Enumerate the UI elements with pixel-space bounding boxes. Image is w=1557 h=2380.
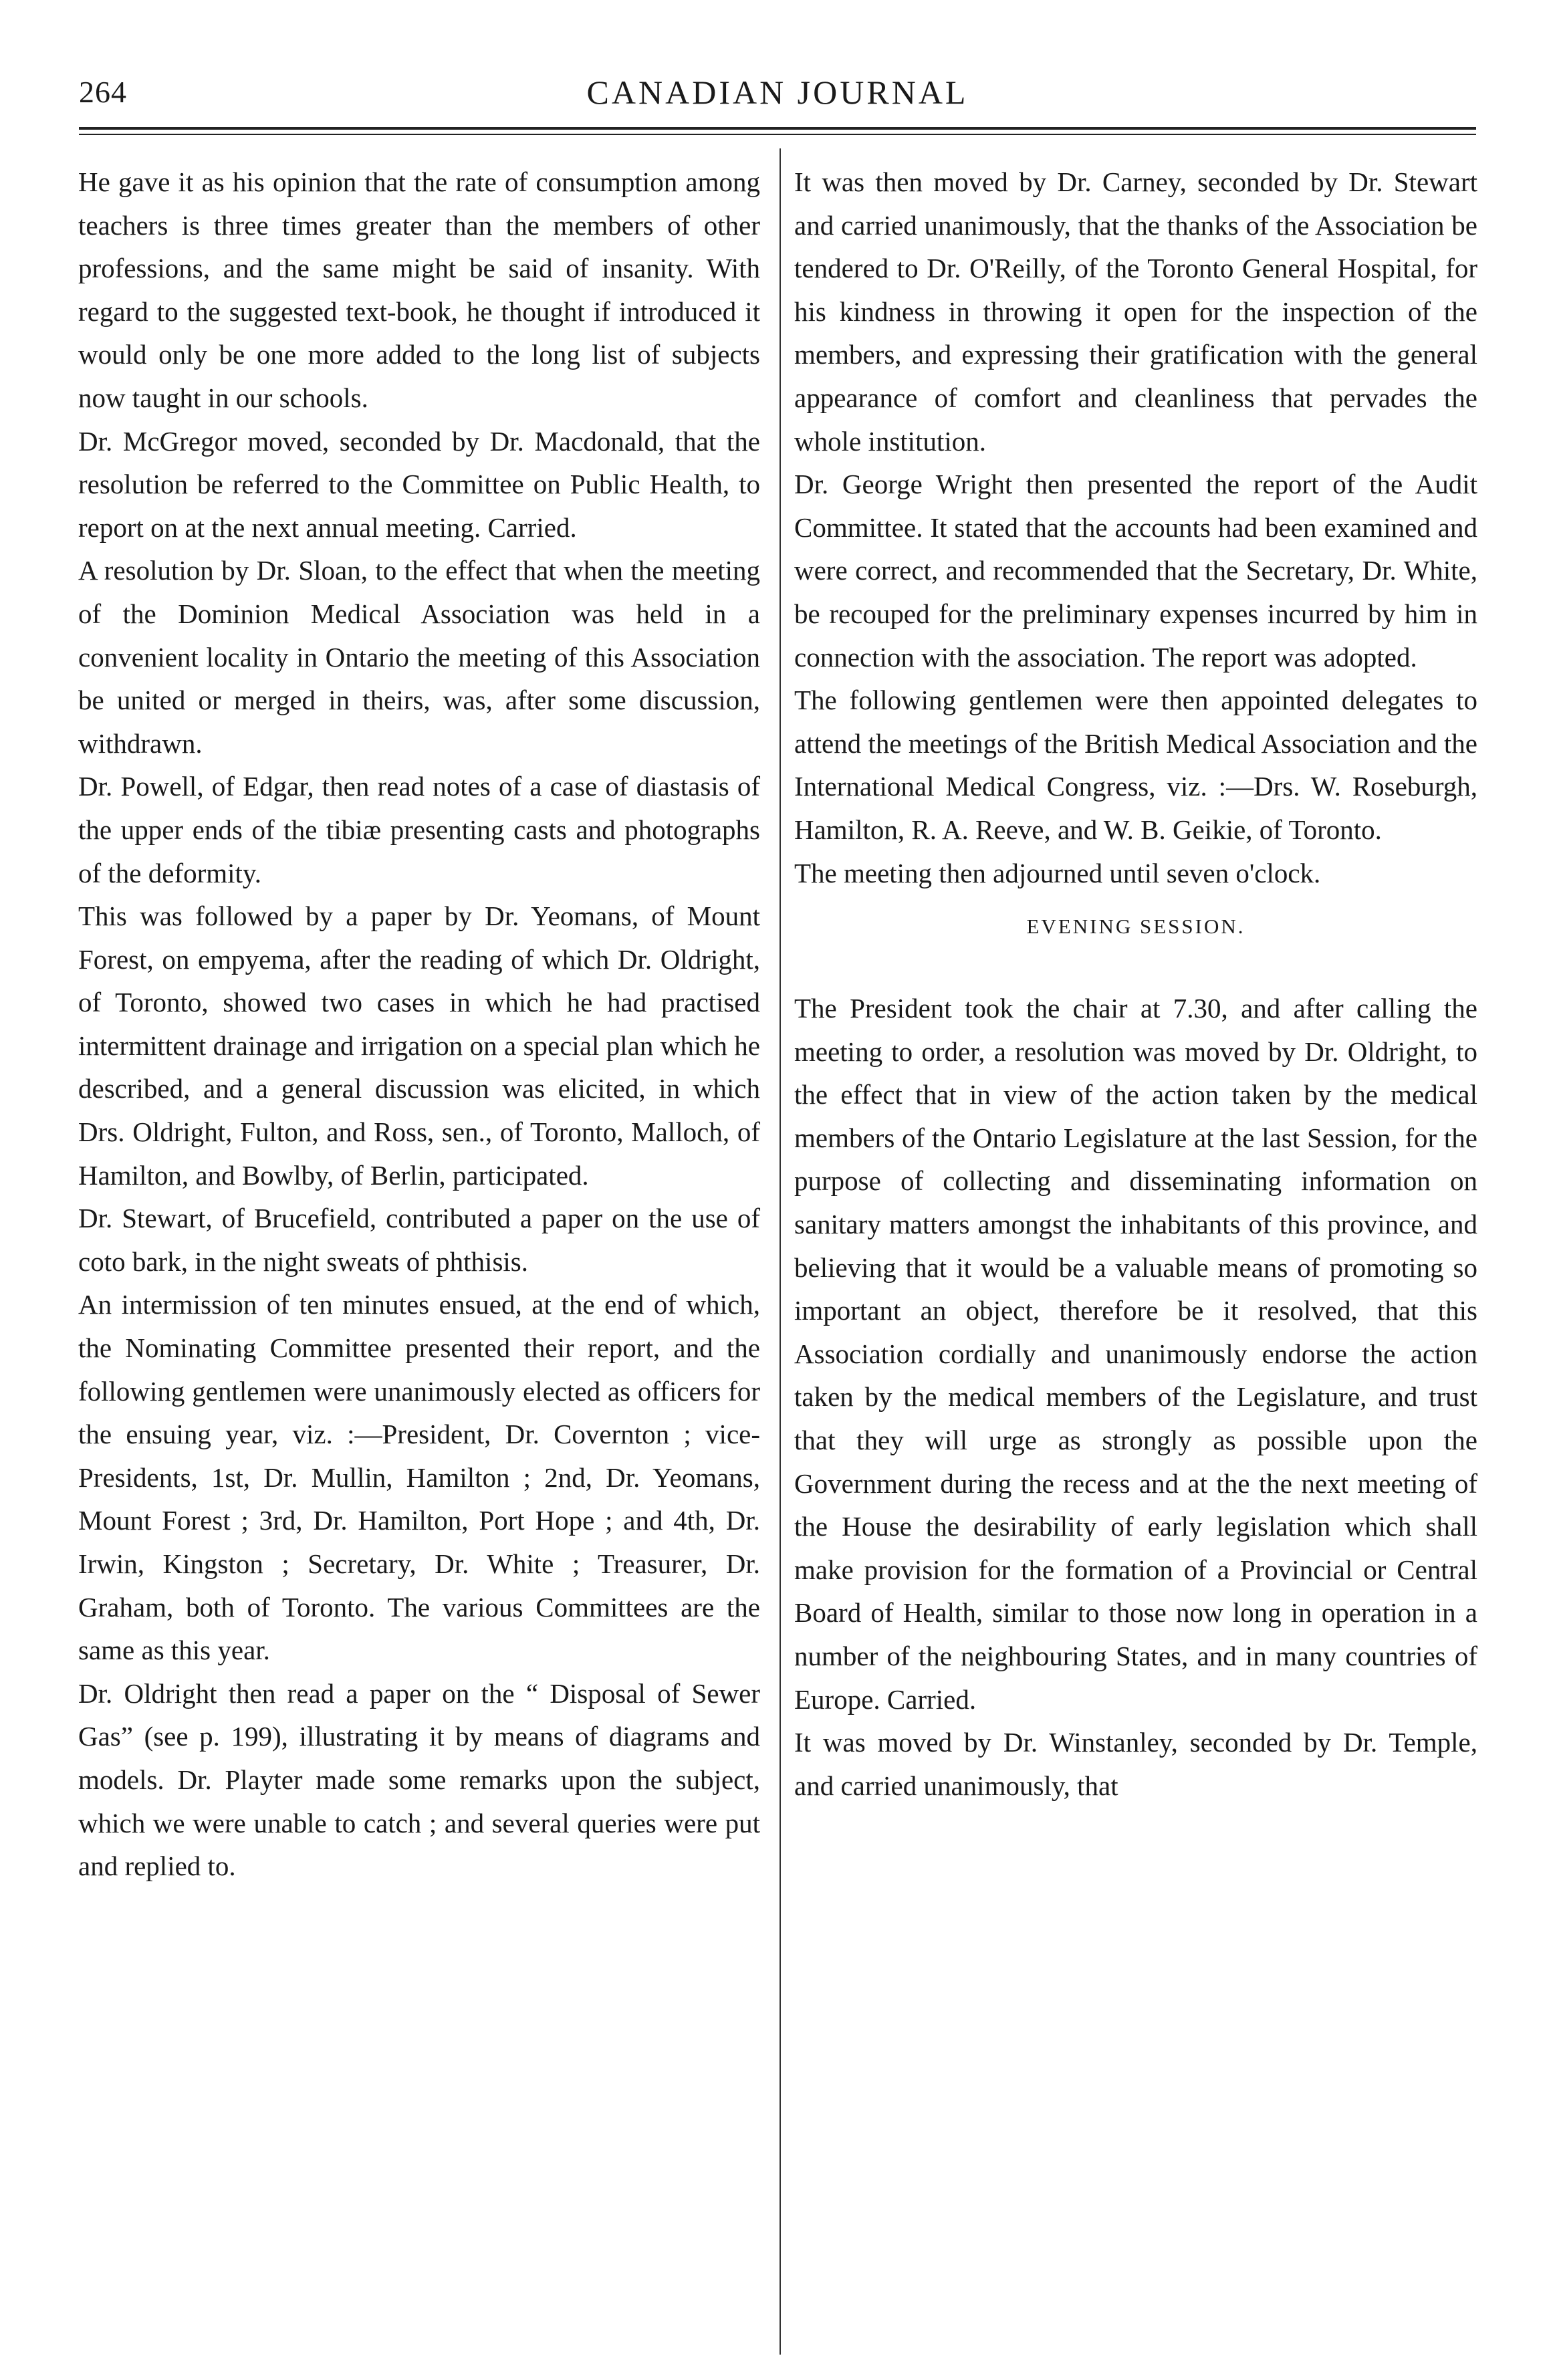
paragraph: Dr. George Wright then presented the report of the Audit Committee. It stated that the accounts had been examined and were correct, and recommended that the Secretary, Dr. White, be recouped for the preliminary expenses incurred by him in connection with the association. The report was adopted.	[794, 469, 1477, 673]
header-rule-thick	[79, 127, 1476, 130]
paragraph: Dr. McGregor moved, seconded by Dr. Macdonald, that the resolution be referred to the Committee on Public Health, to report on at the next annual meeting. Carried.	[78, 425, 760, 543]
paragraph: It was then moved by Dr. Carney, seconded by Dr. Stewart and carried unanimously, that the thanks of the Association be tendered to Dr. O'Reilly, of the Toronto General Hospital, for his kindness in throwing it open for the inspection of the members, and expressing their gratification with the general appearance of comfort and cleanliness that pervades the whole institution.	[794, 166, 1477, 457]
paragraph: It was moved by Dr. Winstanley, seconded by Dr. Temple, and carried unanimously, that	[794, 1727, 1477, 1801]
page-number: 264	[79, 75, 127, 109]
paragraph: The meeting then adjourned until seven o'clock.	[794, 857, 1321, 888]
paragraph: The President took the chair at 7.30, and after calling the meeting to order, a resolution was moved by Dr. Oldright, to the effect that in view of the action taken by the medical members of the Ontario Legislature at the last Session, for the purpose of collecting and disseminating information on sanitary matters amongst the inhabitants of this province, and believing that it would be a valuable means of promoting so important an object, therefore be it resolved, that this Association cordially and unanimously endorse the action taken by the medical members of the Legislature, and trust that they will urge as strongly as possible upon the Government during the recess and at the the next meeting of the House the desirability of early legislation which shall make provision for the formation of a Provincial or Central Board of Health, similar to those now long in operation in a number of the neighbouring States, and in many countries of Europe. Carried.	[794, 993, 1477, 1715]
column-divider	[780, 148, 781, 2355]
paragraph: An intermission of ten minutes ensued, at the end of which, the Nominating Committee presented their report, and the following gentlemen were unanimously elected as officers for the ensuing year, viz. :—President, Dr. Covernton ; vice-Presidents, 1st, Dr. Mullin, Hamilton ; 2nd, Dr. Yeomans, Mount Forest ; 3rd, Dr. Hamilton, Port Hope ; and 4th, Dr. Irwin, Kingston ; Secretary, Dr. White ; Treasurer, Dr. Graham, both of Toronto. The various Committees are the same as this year.	[78, 1289, 760, 1666]
header-rule-thin	[79, 134, 1476, 135]
paragraph: This was followed by a paper by Dr. Yeomans, of Mount Forest, on empyema, after the reading of which Dr. Oldright, of Toronto, showed two cases in which he had practised intermittent drainage and irrigation on a special plan which he described, and a general discussion was elicited, in which Drs. Oldright, Fulton, and Ross, sen., of Toronto, Malloch, of Hamilton, and Bowlby, of Berlin, participated.	[78, 901, 760, 1191]
right-column	[794, 160, 1477, 1807]
paragraph: Dr. Stewart, of Brucefield, contributed a paper on the use of coto bark, in the night sweats of phthisis.	[78, 1203, 760, 1277]
page-header	[79, 72, 1476, 126]
section-heading: EVENING SESSION.	[1026, 915, 1245, 939]
paragraph: Dr. Powell, of Edgar, then read notes of a case of diastasis of the upper ends of the tibiæ presenting casts and photographs of the deformity.	[78, 771, 760, 888]
paragraph: The following gentlemen were then appointed delegates to attend the meetings of the British Medical Association and the International Medical Congress, viz. :—Drs. W. Roseburgh, Hamilton, R. A. Reeve, and W. B. Geikie, of Toronto.	[794, 685, 1477, 845]
paragraph: He gave it as his opinion that the rate of consumption among teachers is three times greater than the members of other professions, and the same might be said of insanity. With regard to the suggested text-book, he thought if introduced it would only be one more added to the long list of subjects now taught in our schools.	[78, 166, 760, 413]
left-column	[78, 160, 760, 1888]
paragraph: Dr. Oldright then read a paper on the “ Disposal of Sewer Gas” (see p. 199), illustrating it by means of diagrams and models. Dr. Playter made some remarks upon the subject, which we were unable to catch ; and several queries were put and replied to.	[78, 1677, 760, 1882]
paragraph: A resolution by Dr. Sloan, to the effect that when the meeting of the Dominion Medical Association was held in a convenient locality in Ontario the meeting of this Association be united or merged in theirs, was, after some discussion, withdrawn.	[78, 555, 760, 759]
running-title: CANADIAN JOURNAL	[586, 74, 969, 111]
